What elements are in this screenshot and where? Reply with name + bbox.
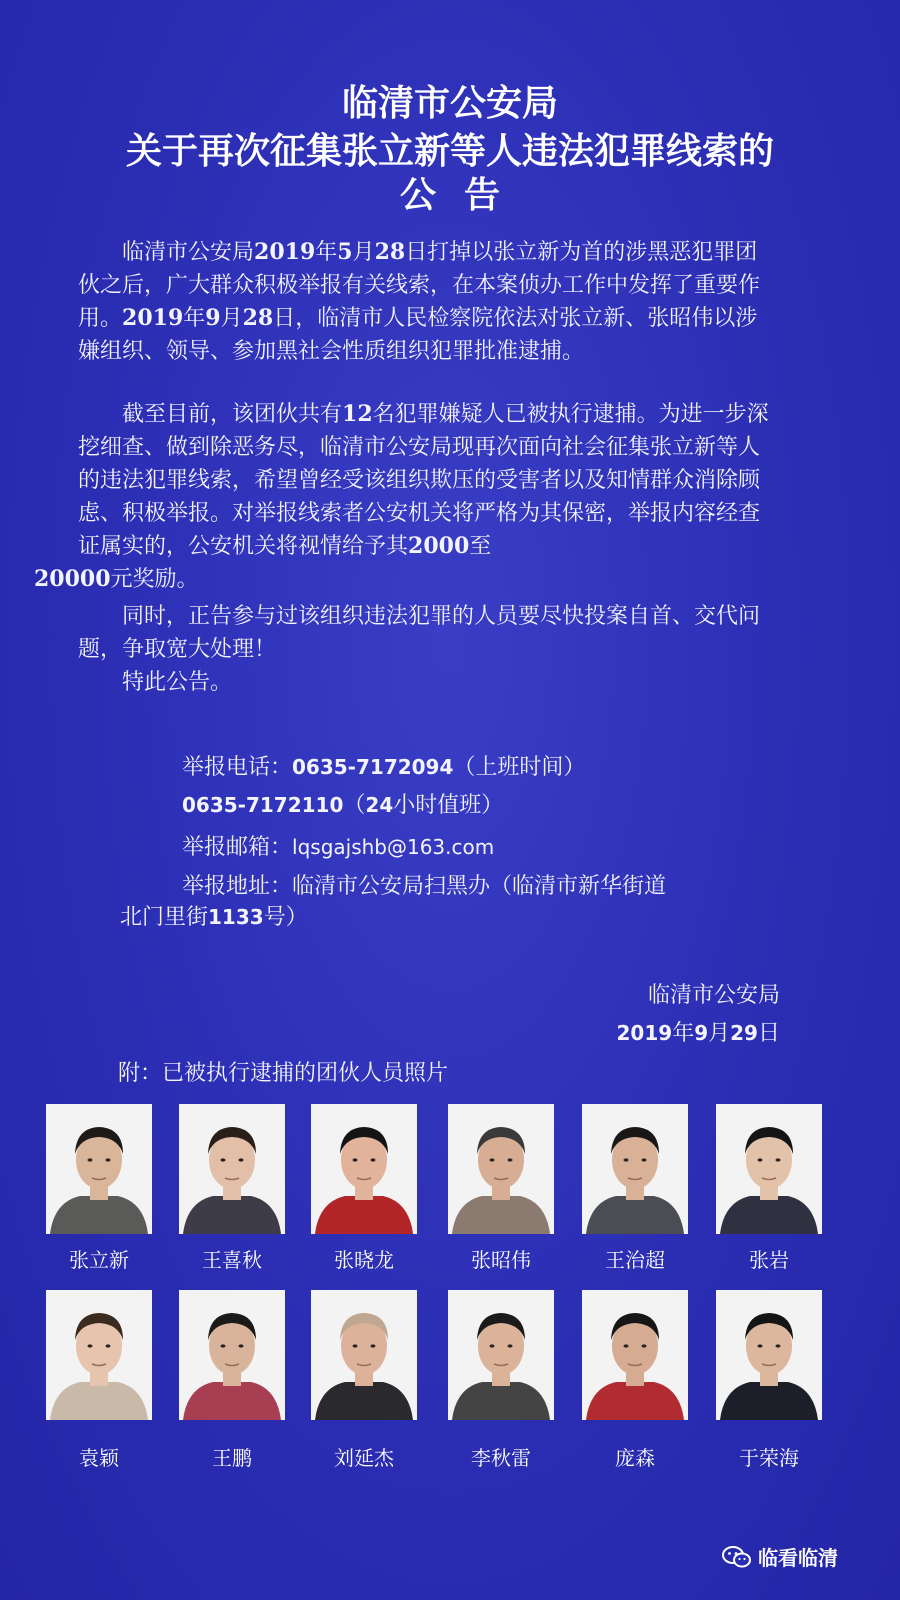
contact-phone-1: 举报电话：0635-7172094（上班时间） bbox=[182, 755, 586, 780]
person-photo bbox=[582, 1290, 688, 1420]
wechat-icon bbox=[722, 1545, 752, 1569]
paragraph-2: 截至目前，该团伙共有12名犯罪嫌疑人已被执行逮捕。为进一步深挖细查、做到除恶务尽，临清市公安局现再次面向社会征集张立新等人的违法犯罪线索，希望曾经受该组织欺压的受害者以及知情群众消除顾虑、积极举报。对举报线索者公安机关将严格为其保密，举报内容经查证属实的，公安机关将视情给予其2000至 20000元奖励。 bbox=[34, 401, 769, 592]
person-photo bbox=[716, 1104, 822, 1234]
contact-email: 举报邮箱：lqsgajshb@163.com bbox=[182, 835, 495, 860]
person-photo bbox=[311, 1290, 417, 1420]
person-photo bbox=[46, 1290, 152, 1420]
person-name: 袁颖 bbox=[79, 1446, 119, 1470]
person-name: 王喜秋 bbox=[202, 1248, 262, 1272]
phone-number-1[interactable]: 0635-7172094 bbox=[292, 755, 454, 779]
person-name: 李秋雷 bbox=[471, 1446, 531, 1470]
paragraph-1: 临清市公安局2019年5月28日打掉以张立新为首的涉黑恶犯罪团伙之后，广大群众积极举报有关线索，在本案侦办工作中发挥了重要作用。2019年9月28日，临清市人民检察院依法对张立新、张昭伟以涉嫌组织、领导、参加黑社会性质组织犯罪批准逮捕。 bbox=[78, 239, 761, 364]
person-name: 张岩 bbox=[749, 1248, 789, 1272]
person-photo bbox=[448, 1104, 554, 1234]
contact-address: 举报地址：临清市公安局扫黑办（临清市新华街道 bbox=[182, 874, 667, 899]
notice-subject-title: 关于再次征集张立新等人违法犯罪线索的 bbox=[125, 131, 774, 172]
watermark-text: 临看临清 bbox=[758, 1546, 838, 1570]
signature-date: 2019年9月29日 bbox=[616, 1021, 780, 1046]
person-photo bbox=[716, 1290, 822, 1420]
paragraph-4: 特此公告。 bbox=[122, 670, 233, 695]
signature-org: 临清市公安局 bbox=[647, 983, 780, 1008]
person-name: 张昭伟 bbox=[471, 1248, 531, 1272]
person-name: 刘延杰 bbox=[334, 1446, 394, 1470]
watermark bbox=[722, 1542, 838, 1571]
person-photo bbox=[179, 1290, 285, 1420]
person-name: 王鹏 bbox=[212, 1446, 252, 1470]
person-name: 于荣海 bbox=[739, 1446, 799, 1470]
person-photo bbox=[179, 1104, 285, 1234]
paragraph-3: 同时，正告参与过该组织违法犯罪的人员要尽快投案自首、交代问题，争取宽大处理！ bbox=[78, 604, 761, 662]
email-address[interactable]: lqsgajshb@163.com bbox=[292, 835, 495, 859]
person-photo bbox=[311, 1104, 417, 1234]
person-photo bbox=[448, 1290, 554, 1420]
person-photo bbox=[46, 1104, 152, 1234]
appendix-caption: 附：已被执行逮捕的团伙人员照片 bbox=[118, 1061, 449, 1086]
person-name: 张晓龙 bbox=[334, 1248, 394, 1272]
contact-address-cont: 北门里街1133号） bbox=[120, 905, 308, 930]
phone-number-2[interactable]: 0635-7172110 bbox=[182, 793, 344, 817]
notice-org-title: 临清市公安局 bbox=[341, 83, 558, 124]
contact-phone-2: 0635-7172110（24小时值班） bbox=[182, 793, 504, 818]
person-name: 张立新 bbox=[69, 1248, 129, 1272]
person-name: 王治超 bbox=[605, 1248, 665, 1272]
notice-type-title: 公告 bbox=[399, 175, 528, 216]
person-photo bbox=[582, 1104, 688, 1234]
person-name: 庞森 bbox=[615, 1446, 655, 1470]
